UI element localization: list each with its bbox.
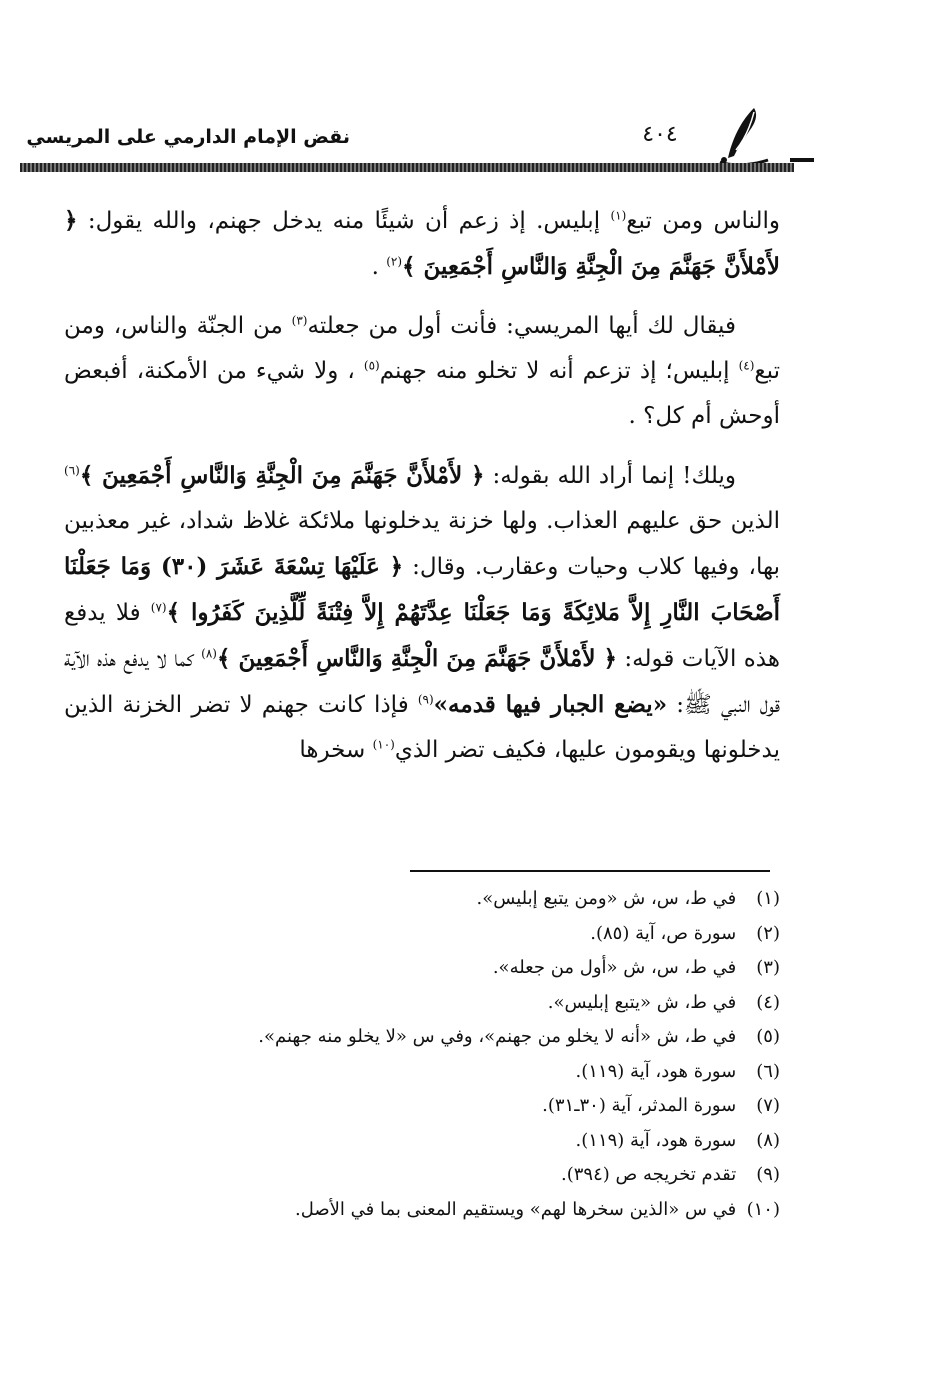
footnote-separator [410,870,770,872]
footnote-item [140,1158,780,1193]
footnote-item [140,1124,780,1159]
footnote-ref-4: (٤) [738,358,755,373]
footnote-text: سورة ص، آية (٨٥). [590,922,737,944]
footnote-number: (٢) [756,922,780,944]
footnote-item [140,986,780,1021]
footnote-ref-7: (٧) [150,600,167,615]
footnote-number: (١٠) [746,1198,780,1220]
text-run: فإذا كانت جهنم لا تضر الخزنة الذين يدخلونها ويقومون عليها، فكيف تضر الذي [64,692,780,763]
footnote-ref-2: (٢) [386,254,403,269]
footnote-ref-3: (٣) [291,313,308,328]
footnote-text: في س «الذين سخرها لهم» ويستقيم المعنى بما في الأصل. [295,1198,737,1220]
footnote-ref-8: (٨) [201,646,217,661]
footnote-ref-9: (٩) [417,692,434,707]
footnote-number: (٧) [756,1095,780,1116]
text-run: الذين حق عليهم العذاب. ولها خزنة يدخلونها ملائكة غلاظ شداد، غير معذبين بها، وفيها كلاب وحيات وعقارب. وقال: [64,508,780,580]
text-run: إبليس. إذ زعم أن شيئًا منه يدخل جهنم، والله يقول: [77,208,611,234]
footnote-text: في ط، ش «يتبع إبليس». [547,991,737,1013]
quran-quote: ﴿ عَلَيْهَا تِسْعَةَ عَشَرَ (٣٠) وَمَا جَعَلْنَا أَصْحَابَ النَّارِ إِلاَّ مَلائِكَةً وَمَا جَعَلْنَا عِدَّتَهُمْ إِلاَّ فِتْنَةً لِّلَّذِينَ كَفَرُوا ﴾ [64,553,780,626]
running-header [20,118,780,168]
footnote-number: (٩) [756,1164,780,1185]
footnote-number: (٤) [756,991,780,1013]
footnote-text: تقدم تخريجه ص (٣٩٤). [561,1164,737,1185]
footnote-item [140,1020,780,1055]
text-run: ويلك! إنما أراد الله بقوله: [484,463,736,489]
text-run: من الجنّة والناس، ومن تبع [64,313,780,384]
text-run: فلا يدفع هذه الآيات قوله: [64,600,781,672]
footnote-ref-5: (٥) [363,358,380,373]
footnote-text: سورة هود، آية (١١٩). [575,1129,737,1151]
footnote-number: (٥) [756,1026,780,1047]
header-rule [20,163,794,172]
text-run: فيقال لك أيها المريسي: فأنت أول من جعلته [307,313,736,339]
footnote-ref-6: (٦) [64,463,80,478]
footnote-text: سورة هود، آية (١١٩). [575,1060,737,1082]
text-run: سخرها [299,737,373,763]
footnote-ref-1: (١) [610,208,627,223]
main-text [64,198,780,773]
text-run: كما لا يدفع هذه الآية قول النبي ﷺ: [64,646,781,718]
footnote-item [140,1089,780,1124]
footnote-item [140,1055,780,1090]
header-bar [790,158,814,162]
footnote-text: في ط، ش «أنه لا يخلو من جهنم»، وفي س «لا يخلو منه جهنم». [258,1026,737,1047]
paragraph-3 [64,453,780,773]
text-run: . [371,254,387,280]
quran-quote: ﴿ لأَمْلأَنَّ جَهَنَّمَ مِنَ الْجِنَّةِ وَالنَّاسِ أَجْمَعِينَ ﴾ [79,462,485,489]
text-run: والناس ومن تبع [626,208,780,234]
header-title: نقض الإمام الدارمي على المريسي [26,126,350,148]
paragraph-2 [64,304,780,439]
footnote-item [140,882,780,917]
paragraph-1 [64,198,780,290]
page-number: ٤٠٤ [642,122,678,147]
text-run: إبليس؛ إذ تزعم أنه لا تخلو منه جهنم [379,358,739,384]
footnote-item [140,951,780,986]
footnote-text: سورة المدثر، آية (٣٠ـ٣١). [542,1095,737,1116]
quran-quote: ﴿ لأَمْلأَنَّ جَهَنَّمَ مِنَ الْجِنَّةِ وَالنَّاسِ أَجْمَعِينَ ﴾ [64,207,780,280]
footnote-number: (٨) [756,1129,780,1151]
footnote-ref-10: (١٠) [372,737,395,752]
footnote-number: (١) [756,888,780,909]
text-run: ، ولا شيء من الأمكنة، أفبعض أوحش أم كل؟ . [64,358,780,429]
footnote-text: في ط، س، ش «ومن يتبع إبليس». [476,888,737,909]
footnotes-list [140,882,780,1227]
quran-quote: ﴿ لأَمْلأَنَّ جَهَنَّمَ مِنَ الْجِنَّةِ وَالنَّاسِ أَجْمَعِينَ ﴾ [216,645,618,672]
footnote-item [140,917,780,952]
quill-ornament-icon [710,100,780,170]
footnote-number: (٦) [756,1060,780,1082]
footnote-number: (٣) [756,957,780,978]
hadith-quote: «يضع الجبار فيها قدمه» [433,691,668,718]
footnote-text: في ط، س، ش «أول من جعله». [492,957,737,978]
footnote-item [140,1193,780,1228]
